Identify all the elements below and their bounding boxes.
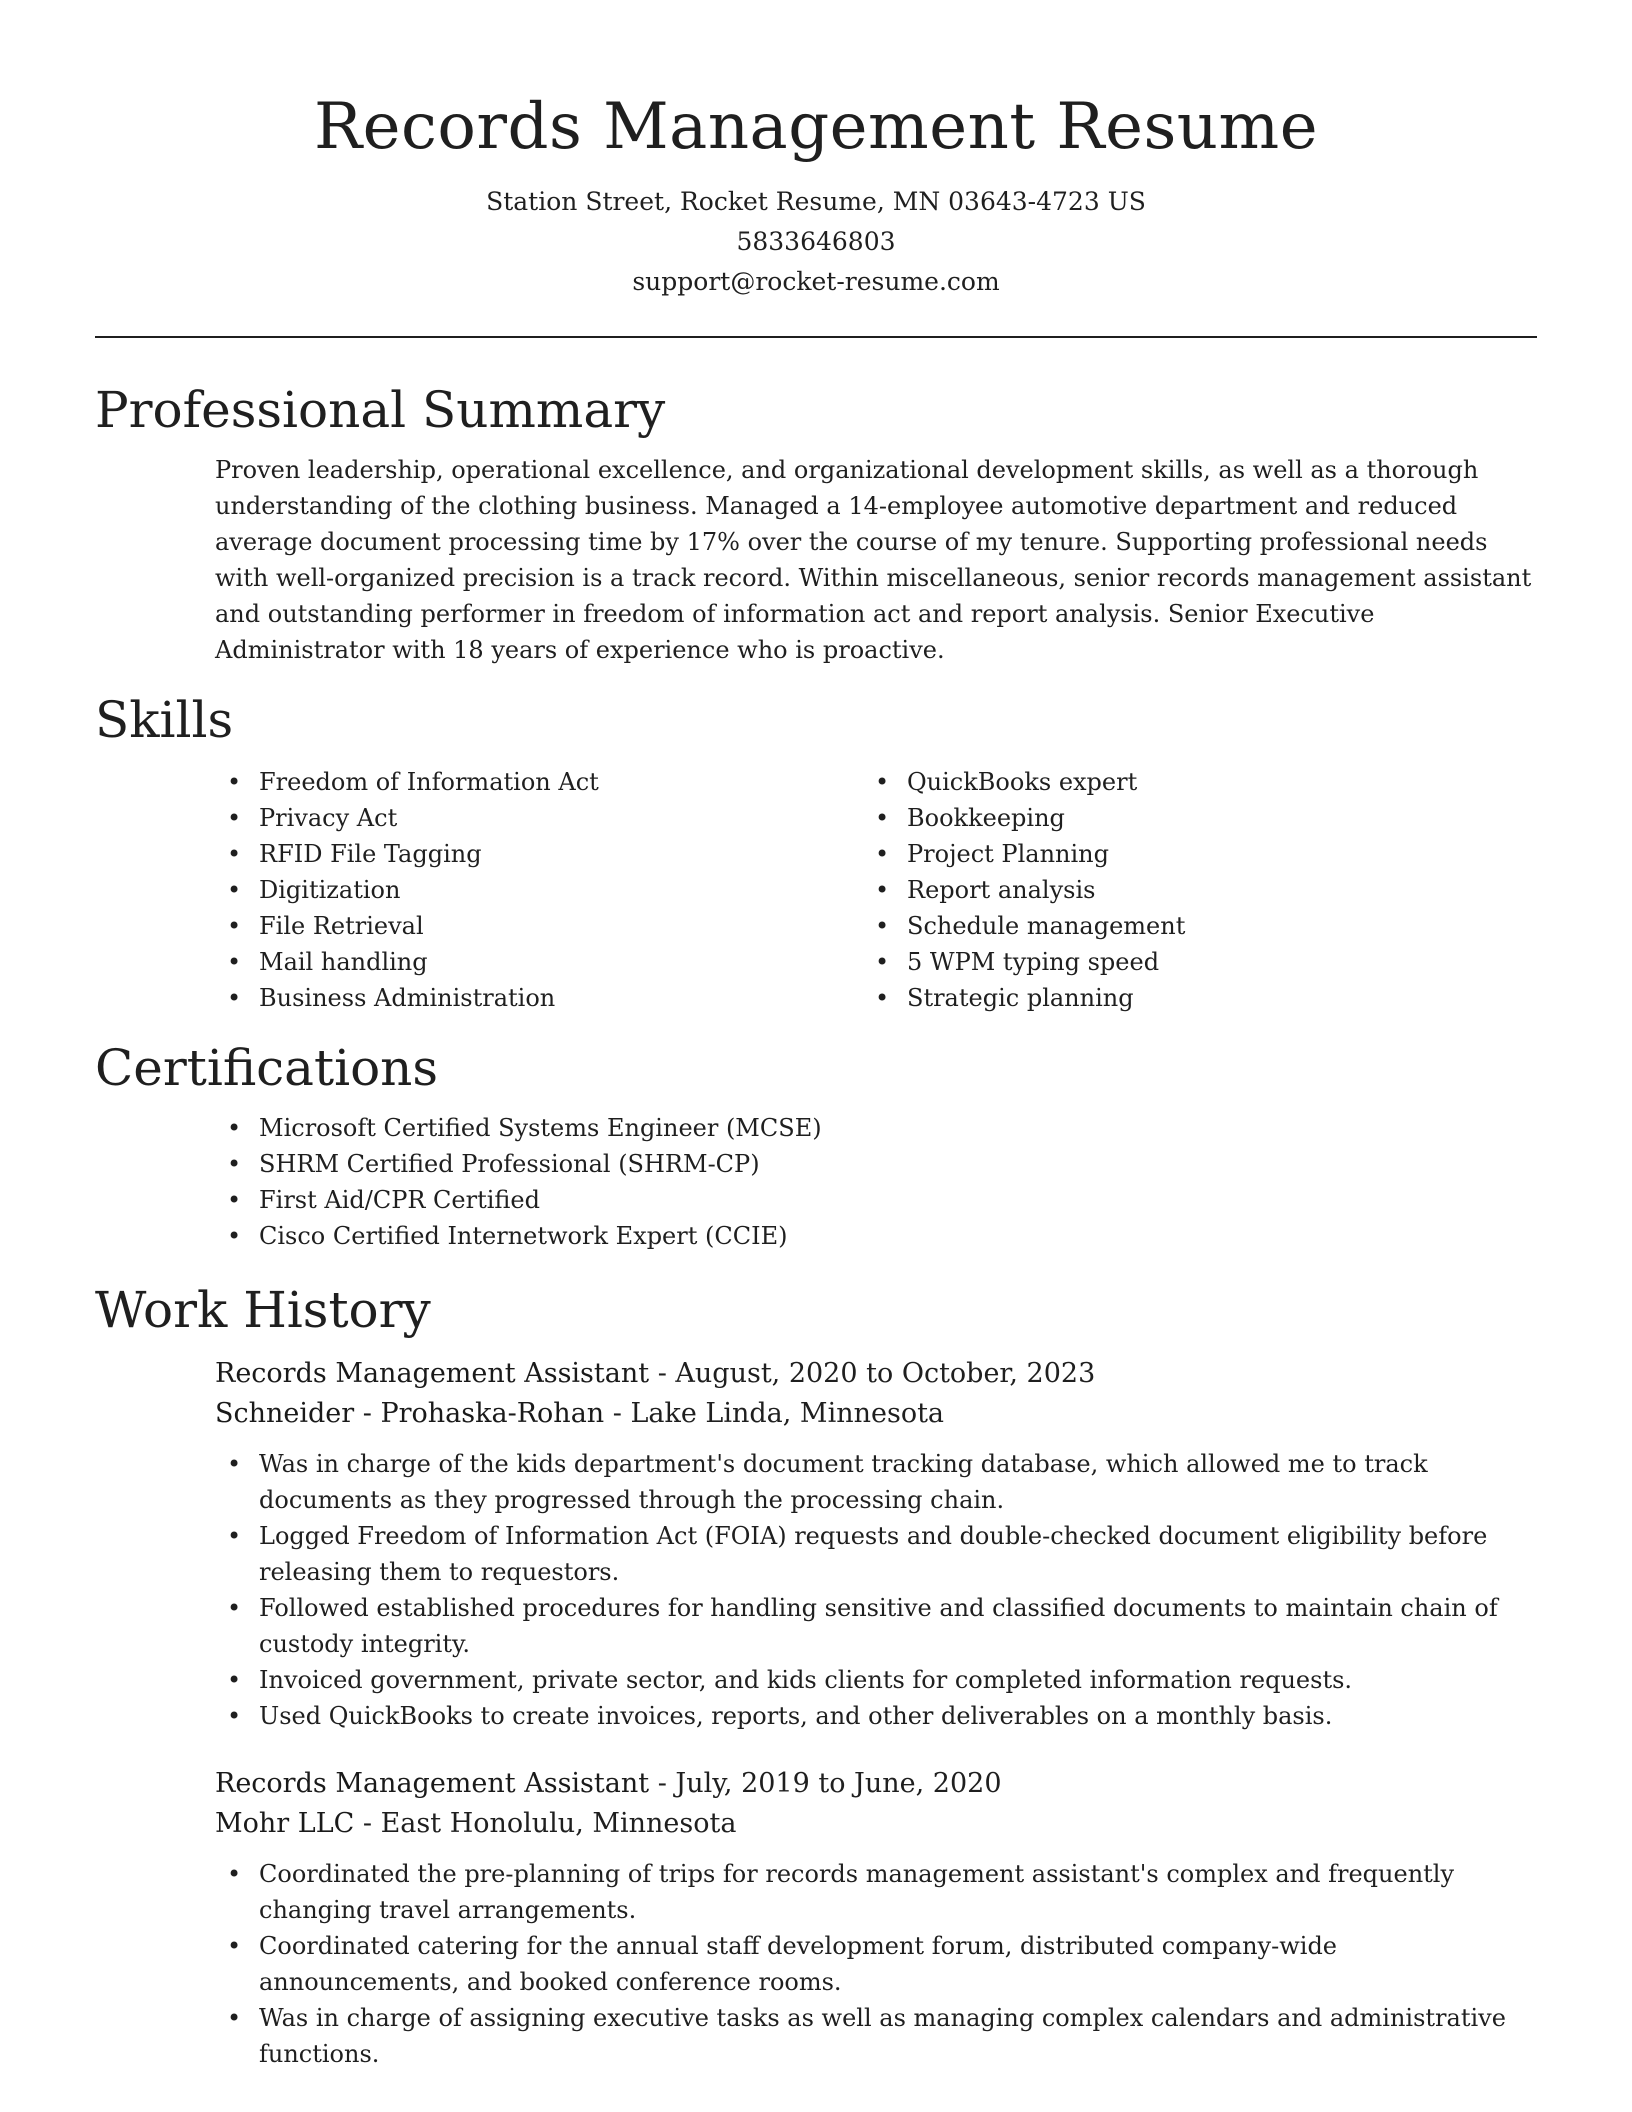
certification-item: • Microsoft Certified Systems Engineer (MCSE) xyxy=(215,1110,1537,1146)
work-history-heading: Work History xyxy=(95,1281,431,1339)
job-company: Schneider - Prohaska-Rohan xyxy=(215,1398,605,1429)
job-bullet: • Coordinated the pre-planning of trips for records management assistant's complex and frequently changing travel arrangements. xyxy=(215,1856,1537,1928)
certification-item: • First Aid/CPR Certified xyxy=(215,1182,1537,1218)
job-title: Records Management Assistant xyxy=(215,1358,650,1389)
certification-item: • SHRM Certified Professional (SHRM-CP) xyxy=(215,1146,1537,1182)
skill-item: • RFID File Tagging xyxy=(215,836,863,872)
skills-list-left xyxy=(215,764,863,1016)
job-bullets xyxy=(215,1446,1537,1734)
job-dates: - August, 2020 to October, 2023 xyxy=(649,1358,1096,1389)
skill-item: • File Retrieval xyxy=(215,908,863,944)
job-bullet: • Invoiced government, private sector, and kids clients for completed information requests. xyxy=(215,1662,1537,1698)
skill-item: • Mail handling xyxy=(215,944,863,980)
skill-item: • Bookkeeping xyxy=(863,800,1511,836)
skills-heading: Skills xyxy=(95,691,234,749)
skill-item: • QuickBooks expert xyxy=(863,764,1511,800)
job-title: Records Management Assistant xyxy=(215,1768,650,1799)
job-location: - East Honolulu, Minnesota xyxy=(354,1808,737,1839)
job-bullet: • Followed established procedures for handling sensitive and classified documents to maintain chain of custody integrity. xyxy=(215,1590,1537,1662)
job-location: - Lake Linda, Minnesota xyxy=(604,1398,945,1429)
skill-item: • Strategic planning xyxy=(863,980,1511,1016)
skills-columns xyxy=(215,764,1537,1016)
contact-phone: 5833646803 xyxy=(736,227,896,256)
skill-item: • Freedom of Information Act xyxy=(215,764,863,800)
header-divider xyxy=(95,336,1537,338)
job-bullet: • Coordinated catering for the annual staff development forum, distributed company-wide announcements, and booked conference rooms. xyxy=(215,1928,1537,2000)
job-entry xyxy=(215,1354,1537,1434)
job-entry xyxy=(215,1764,1537,1844)
job-bullet: • Was in charge of the kids department's document tracking database, which allowed me to track documents as they progressed through the processing chain. xyxy=(215,1446,1537,1518)
job-title-line xyxy=(215,1354,1537,1394)
skill-item: • Digitization xyxy=(215,872,863,908)
job-bullet: • Was in charge of assigning executive tasks as well as managing complex calendars and administrative functions. xyxy=(215,2000,1537,2072)
summary-text: Proven leadership, operational excellence, and organizational development skills, as well as a thorough understanding of the clothing business. Managed a 14-employee automotive department and reduced average document processing time by 17% over the course of my tenure. Supporting professional needs with well-organized precision is a track record. Within miscellaneous, senior records management assistant and outstanding performer in freedom of information act and report analysis. Senior Executive Administrator with 18 years of experience who is proactive. xyxy=(215,456,1532,664)
job-company-line xyxy=(215,1804,1537,1844)
job-bullet: • Logged Freedom of Information Act (FOIA) requests and double-checked document eligibility before releasing them to requestors. xyxy=(215,1518,1537,1590)
contact-block xyxy=(95,182,1537,302)
resume-title: Records Management Resume xyxy=(313,90,1319,164)
skill-item: • Privacy Act xyxy=(215,800,863,836)
skill-item: • 5 WPM typing speed xyxy=(863,944,1511,980)
skill-item: • Project Planning xyxy=(863,836,1511,872)
job-bullet: • Used QuickBooks to create invoices, reports, and other deliverables on a monthly basis. xyxy=(215,1698,1537,1734)
job-dates: - July, 2019 to June, 2020 xyxy=(649,1768,1002,1799)
certification-item: • Cisco Certified Internetwork Expert (CCIE) xyxy=(215,1218,1537,1254)
job-bullets xyxy=(215,1856,1537,2072)
job-title-line xyxy=(215,1764,1537,1804)
skill-item: • Report analysis xyxy=(863,872,1511,908)
summary-heading: Professional Summary xyxy=(95,381,666,439)
contact-email: support@rocket-resume.com xyxy=(632,267,1000,296)
skill-item: • Business Administration xyxy=(215,980,863,1016)
skill-item: • Schedule management xyxy=(863,908,1511,944)
certifications-list xyxy=(215,1110,1537,1254)
job-company-line xyxy=(215,1394,1537,1434)
job-company: Mohr LLC xyxy=(215,1808,355,1839)
skills-list-right xyxy=(863,764,1511,1016)
contact-address: Station Street, Rocket Resume, MN 03643-4723 US xyxy=(486,187,1146,216)
certifications-heading: Certifications xyxy=(95,1039,439,1097)
